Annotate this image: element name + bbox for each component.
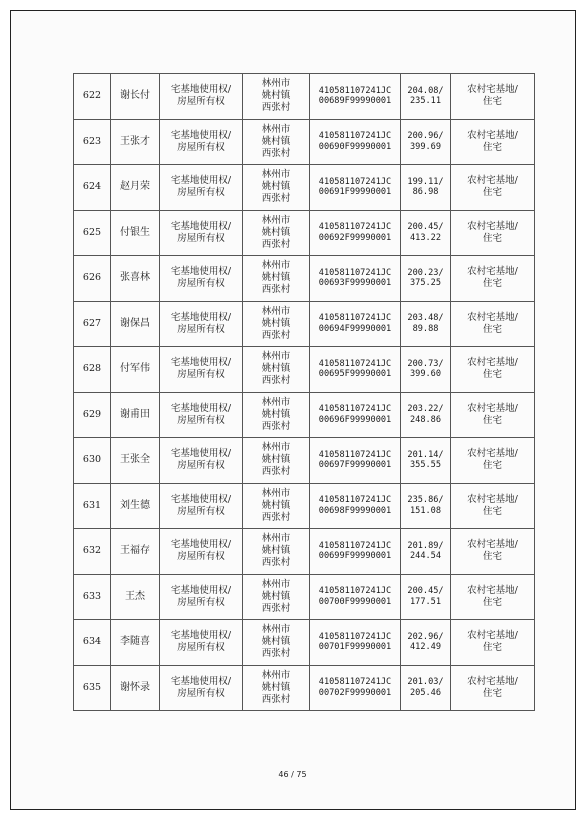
area-cell-line: 375.25: [409, 278, 442, 289]
location-cell-line: 姚村镇: [261, 226, 291, 238]
location-cell-line: 林州市: [261, 487, 291, 499]
area-cell: [401, 392, 451, 438]
land-use-cell: [451, 119, 535, 165]
land-use-cell: [451, 529, 535, 575]
right-type-cell-line: 宅基地使用权/: [170, 357, 232, 369]
table-row: [74, 665, 535, 711]
land-use-cell: [451, 620, 535, 666]
location-cell-line: 西张村: [261, 648, 291, 660]
right-type-cell-line: 宅基地使用权/: [170, 311, 232, 323]
land-use-cell-line: 住宅: [482, 187, 502, 199]
parcel-code-cell-line: 00702F99990001: [318, 687, 392, 698]
parcel-code-cell-line: 410581107241JC: [318, 267, 392, 278]
record-number-cell: 633: [74, 574, 111, 620]
holder-name-cell: 谢长付: [111, 74, 160, 120]
right-type-cell: [160, 165, 243, 211]
land-use-cell: [451, 392, 535, 438]
table-row: [74, 392, 535, 438]
right-type-cell-line: 宅基地使用权/: [170, 84, 232, 96]
area-cell-line: 199.11/: [407, 176, 444, 187]
area-cell-line: 200.45/: [407, 586, 444, 597]
land-use-cell-line: 农村宅基地/: [467, 630, 518, 642]
location-cell-line: 林州市: [261, 396, 291, 408]
record-number-cell: 634: [74, 620, 111, 666]
area-cell-line: 201.14/: [407, 449, 444, 460]
location-cell-line: 姚村镇: [261, 681, 291, 693]
area-cell: [401, 438, 451, 484]
location-cell-line: 西张村: [261, 420, 291, 432]
location-cell-line: 西张村: [261, 193, 291, 205]
land-use-cell: [451, 165, 535, 211]
area-cell: [401, 210, 451, 256]
right-type-cell-line: 房屋所有权: [177, 414, 225, 426]
area-cell-line: 200.96/: [407, 131, 444, 142]
location-cell: [243, 529, 310, 575]
table-row: [74, 165, 535, 211]
table-row: [74, 438, 535, 484]
area-cell-line: 151.08: [409, 505, 442, 516]
right-type-cell-line: 房屋所有权: [177, 687, 225, 699]
right-type-cell: [160, 438, 243, 484]
location-cell: [243, 210, 310, 256]
area-cell-line: 205.46: [409, 687, 442, 698]
land-use-cell-line: 住宅: [482, 460, 502, 472]
right-type-cell-line: 宅基地使用权/: [170, 539, 232, 551]
register-table-body: [74, 74, 535, 711]
parcel-code-cell: [310, 347, 401, 393]
parcel-code-cell-line: 410581107241JC: [318, 358, 392, 369]
register-table: [73, 73, 535, 711]
location-cell-line: 林州市: [261, 669, 291, 681]
table-row: [74, 529, 535, 575]
land-use-cell-line: 住宅: [482, 642, 502, 654]
location-cell-line: 西张村: [261, 693, 291, 705]
location-cell: [243, 165, 310, 211]
land-use-cell-line: 住宅: [482, 551, 502, 563]
right-type-cell: [160, 392, 243, 438]
parcel-code-cell-line: 410581107241JC: [318, 404, 392, 415]
location-cell: [243, 119, 310, 165]
location-cell-line: 林州市: [261, 169, 291, 181]
right-type-cell-line: 宅基地使用权/: [170, 584, 232, 596]
parcel-code-cell: [310, 574, 401, 620]
area-cell: [401, 119, 451, 165]
right-type-cell-line: 宅基地使用权/: [170, 630, 232, 642]
right-type-cell-line: 宅基地使用权/: [170, 675, 232, 687]
right-type-cell: [160, 574, 243, 620]
right-type-cell-line: 房屋所有权: [177, 96, 225, 108]
parcel-code-cell-line: 410581107241JC: [318, 540, 392, 551]
area-cell-line: 202.96/: [407, 631, 444, 642]
record-number-cell: 625: [74, 210, 111, 256]
area-cell-line: 203.48/: [407, 313, 444, 324]
location-cell-line: 姚村镇: [261, 590, 291, 602]
land-use-cell-line: 农村宅基地/: [467, 129, 518, 141]
location-cell-line: 姚村镇: [261, 363, 291, 375]
holder-name-cell: 王张全: [111, 438, 160, 484]
holder-name-cell: 赵月荣: [111, 165, 160, 211]
right-type-cell: [160, 620, 243, 666]
table-row: [74, 347, 535, 393]
location-cell-line: 林州市: [261, 578, 291, 590]
land-use-cell-line: 住宅: [482, 687, 502, 699]
location-cell-line: 林州市: [261, 123, 291, 135]
location-cell: [243, 574, 310, 620]
parcel-code-cell-line: 00694F99990001: [318, 323, 392, 334]
area-cell-line: 201.03/: [407, 677, 444, 688]
land-use-cell: [451, 74, 535, 120]
land-use-cell-line: 农村宅基地/: [467, 220, 518, 232]
location-cell-line: 姚村镇: [261, 408, 291, 420]
area-cell-line: 248.86: [409, 414, 442, 425]
parcel-code-cell-line: 00695F99990001: [318, 369, 392, 380]
parcel-code-cell-line: 00697F99990001: [318, 460, 392, 471]
record-number-cell: 635: [74, 665, 111, 711]
land-use-cell-line: 农村宅基地/: [467, 448, 518, 460]
area-cell: [401, 574, 451, 620]
land-use-cell-line: 农村宅基地/: [467, 311, 518, 323]
parcel-code-cell-line: 410581107241JC: [318, 85, 392, 96]
parcel-code-cell-line: 00696F99990001: [318, 414, 392, 425]
right-type-cell: [160, 347, 243, 393]
area-cell: [401, 256, 451, 302]
parcel-code-cell-line: 00701F99990001: [318, 642, 392, 653]
right-type-cell: [160, 483, 243, 529]
table-row: [74, 574, 535, 620]
land-use-cell: [451, 574, 535, 620]
right-type-cell-line: 宅基地使用权/: [170, 129, 232, 141]
area-cell-line: 399.69: [409, 141, 442, 152]
location-cell-line: 林州市: [261, 533, 291, 545]
right-type-cell-line: 房屋所有权: [177, 278, 225, 290]
area-cell-line: 200.45/: [407, 222, 444, 233]
record-number-cell: 631: [74, 483, 111, 529]
location-cell-line: 西张村: [261, 238, 291, 250]
area-cell-line: 235.86/: [407, 495, 444, 506]
holder-name-cell: 王张才: [111, 119, 160, 165]
table-row: [74, 256, 535, 302]
right-type-cell-line: 房屋所有权: [177, 369, 225, 381]
location-cell-line: 西张村: [261, 511, 291, 523]
location-cell-line: 西张村: [261, 284, 291, 296]
table-row: [74, 210, 535, 256]
area-cell-line: 203.22/: [407, 404, 444, 415]
land-use-cell-line: 农村宅基地/: [467, 175, 518, 187]
area-cell: [401, 620, 451, 666]
holder-name-cell: 王杰: [111, 574, 160, 620]
holder-name-cell: 李随喜: [111, 620, 160, 666]
area-cell-line: 355.55: [409, 460, 442, 471]
parcel-code-cell-line: 410581107241JC: [318, 586, 392, 597]
parcel-code-cell: [310, 483, 401, 529]
location-cell: [243, 74, 310, 120]
location-cell-line: 西张村: [261, 329, 291, 341]
right-type-cell-line: 房屋所有权: [177, 460, 225, 472]
right-type-cell-line: 房屋所有权: [177, 642, 225, 654]
table-row: [74, 301, 535, 347]
area-cell: [401, 483, 451, 529]
holder-name-cell: 张喜林: [111, 256, 160, 302]
location-cell: [243, 438, 310, 484]
land-use-cell: [451, 256, 535, 302]
location-cell: [243, 620, 310, 666]
area-cell-line: 412.49: [409, 642, 442, 653]
location-cell-line: 姚村镇: [261, 636, 291, 648]
parcel-code-cell: [310, 256, 401, 302]
right-type-cell-line: 房屋所有权: [177, 187, 225, 199]
parcel-code-cell-line: 410581107241JC: [318, 449, 392, 460]
land-use-cell-line: 住宅: [482, 232, 502, 244]
area-cell-line: 413.22: [409, 232, 442, 243]
location-cell-line: 西张村: [261, 557, 291, 569]
location-cell-line: 姚村镇: [261, 181, 291, 193]
land-use-cell: [451, 301, 535, 347]
parcel-code-cell-line: 410581107241JC: [318, 222, 392, 233]
land-use-cell: [451, 483, 535, 529]
area-cell: [401, 301, 451, 347]
table-row: [74, 483, 535, 529]
parcel-code-cell-line: 410581107241JC: [318, 313, 392, 324]
land-use-cell-line: 农村宅基地/: [467, 266, 518, 278]
area-cell: [401, 74, 451, 120]
parcel-code-cell-line: 410581107241JC: [318, 176, 392, 187]
land-use-cell-line: 住宅: [482, 414, 502, 426]
land-use-cell-line: 农村宅基地/: [467, 584, 518, 596]
land-use-cell-line: 农村宅基地/: [467, 493, 518, 505]
right-type-cell-line: 宅基地使用权/: [170, 448, 232, 460]
location-cell-line: 林州市: [261, 78, 291, 90]
area-cell-line: 399.60: [409, 369, 442, 380]
location-cell-line: 西张村: [261, 602, 291, 614]
record-number-cell: 626: [74, 256, 111, 302]
location-cell: [243, 347, 310, 393]
table-row: [74, 620, 535, 666]
area-cell-line: 177.51: [409, 596, 442, 607]
location-cell-line: 西张村: [261, 102, 291, 114]
land-use-cell-line: 住宅: [482, 96, 502, 108]
record-number-cell: 624: [74, 165, 111, 211]
right-type-cell-line: 房屋所有权: [177, 596, 225, 608]
right-type-cell-line: 房屋所有权: [177, 232, 225, 244]
parcel-code-cell-line: 00689F99990001: [318, 96, 392, 107]
location-cell-line: 姚村镇: [261, 499, 291, 511]
holder-name-cell: 王福存: [111, 529, 160, 575]
table-row: [74, 74, 535, 120]
location-cell-line: 林州市: [261, 624, 291, 636]
area-cell: [401, 347, 451, 393]
right-type-cell-line: 宅基地使用权/: [170, 493, 232, 505]
location-cell-line: 姚村镇: [261, 272, 291, 284]
location-cell-line: 西张村: [261, 147, 291, 159]
holder-name-cell: 谢甫田: [111, 392, 160, 438]
page-indicator: 46 / 75: [278, 770, 307, 779]
land-use-cell: [451, 210, 535, 256]
area-cell: [401, 665, 451, 711]
location-cell-line: 林州市: [261, 351, 291, 363]
table-row: [74, 119, 535, 165]
parcel-code-cell-line: 410581107241JC: [318, 495, 392, 506]
parcel-code-cell-line: 00692F99990001: [318, 232, 392, 243]
location-cell: [243, 256, 310, 302]
parcel-code-cell: [310, 301, 401, 347]
parcel-code-cell-line: 00700F99990001: [318, 596, 392, 607]
parcel-code-cell: [310, 438, 401, 484]
holder-name-cell: 谢保昌: [111, 301, 160, 347]
parcel-code-cell-line: 00698F99990001: [318, 505, 392, 516]
land-use-cell-line: 农村宅基地/: [467, 84, 518, 96]
right-type-cell-line: 宅基地使用权/: [170, 220, 232, 232]
parcel-code-cell: [310, 165, 401, 211]
location-cell-line: 西张村: [261, 466, 291, 478]
land-use-cell-line: 住宅: [482, 505, 502, 517]
parcel-code-cell: [310, 74, 401, 120]
land-use-cell-line: 住宅: [482, 596, 502, 608]
land-use-cell: [451, 665, 535, 711]
location-cell-line: 姚村镇: [261, 317, 291, 329]
area-cell-line: 200.23/: [407, 267, 444, 278]
location-cell: [243, 483, 310, 529]
holder-name-cell: 谢怀录: [111, 665, 160, 711]
area-cell-line: 200.73/: [407, 358, 444, 369]
location-cell-line: 姚村镇: [261, 454, 291, 466]
right-type-cell: [160, 256, 243, 302]
right-type-cell-line: 宅基地使用权/: [170, 402, 232, 414]
land-use-cell: [451, 347, 535, 393]
area-cell: [401, 529, 451, 575]
land-use-cell-line: 住宅: [482, 141, 502, 153]
parcel-code-cell-line: 00693F99990001: [318, 278, 392, 289]
location-cell-line: 林州市: [261, 260, 291, 272]
right-type-cell-line: 宅基地使用权/: [170, 266, 232, 278]
location-cell-line: 姚村镇: [261, 90, 291, 102]
parcel-code-cell-line: 00690F99990001: [318, 141, 392, 152]
parcel-code-cell-line: 00691F99990001: [318, 187, 392, 198]
area-cell-line: 86.98: [412, 187, 439, 198]
right-type-cell-line: 房屋所有权: [177, 141, 225, 153]
location-cell: [243, 301, 310, 347]
record-number-cell: 632: [74, 529, 111, 575]
right-type-cell-line: 宅基地使用权/: [170, 175, 232, 187]
right-type-cell: [160, 210, 243, 256]
right-type-cell: [160, 119, 243, 165]
location-cell-line: 林州市: [261, 214, 291, 226]
land-use-cell-line: 农村宅基地/: [467, 402, 518, 414]
land-use-cell-line: 住宅: [482, 369, 502, 381]
parcel-code-cell-line: 410581107241JC: [318, 677, 392, 688]
land-use-cell-line: 住宅: [482, 278, 502, 290]
right-type-cell-line: 房屋所有权: [177, 551, 225, 563]
record-number-cell: 627: [74, 301, 111, 347]
parcel-code-cell-line: 410581107241JC: [318, 131, 392, 142]
location-cell-line: 林州市: [261, 442, 291, 454]
area-cell-line: 201.89/: [407, 540, 444, 551]
record-number-cell: 623: [74, 119, 111, 165]
parcel-code-cell: [310, 620, 401, 666]
right-type-cell: [160, 529, 243, 575]
parcel-code-cell: [310, 529, 401, 575]
location-cell: [243, 392, 310, 438]
area-cell-line: 235.11: [409, 96, 442, 107]
land-use-cell-line: 住宅: [482, 323, 502, 335]
right-type-cell: [160, 301, 243, 347]
parcel-code-cell: [310, 665, 401, 711]
land-use-cell-line: 农村宅基地/: [467, 675, 518, 687]
parcel-code-cell-line: 410581107241JC: [318, 631, 392, 642]
location-cell: [243, 665, 310, 711]
location-cell-line: 林州市: [261, 305, 291, 317]
record-number-cell: 629: [74, 392, 111, 438]
location-cell-line: 姚村镇: [261, 135, 291, 147]
record-number-cell: 622: [74, 74, 111, 120]
right-type-cell-line: 房屋所有权: [177, 323, 225, 335]
location-cell-line: 西张村: [261, 375, 291, 387]
parcel-code-cell: [310, 392, 401, 438]
area-cell-line: 204.08/: [407, 85, 444, 96]
right-type-cell: [160, 665, 243, 711]
area-cell-line: 89.88: [412, 323, 439, 334]
parcel-code-cell: [310, 210, 401, 256]
land-use-cell-line: 农村宅基地/: [467, 539, 518, 551]
record-number-cell: 630: [74, 438, 111, 484]
holder-name-cell: 付银生: [111, 210, 160, 256]
right-type-cell-line: 房屋所有权: [177, 505, 225, 517]
land-use-cell: [451, 438, 535, 484]
right-type-cell: [160, 74, 243, 120]
parcel-code-cell: [310, 119, 401, 165]
record-number-cell: 628: [74, 347, 111, 393]
parcel-code-cell-line: 00699F99990001: [318, 551, 392, 562]
holder-name-cell: 付军伟: [111, 347, 160, 393]
location-cell-line: 姚村镇: [261, 545, 291, 557]
area-cell: [401, 165, 451, 211]
area-cell-line: 244.54: [409, 551, 442, 562]
holder-name-cell: 刘生德: [111, 483, 160, 529]
land-use-cell-line: 农村宅基地/: [467, 357, 518, 369]
